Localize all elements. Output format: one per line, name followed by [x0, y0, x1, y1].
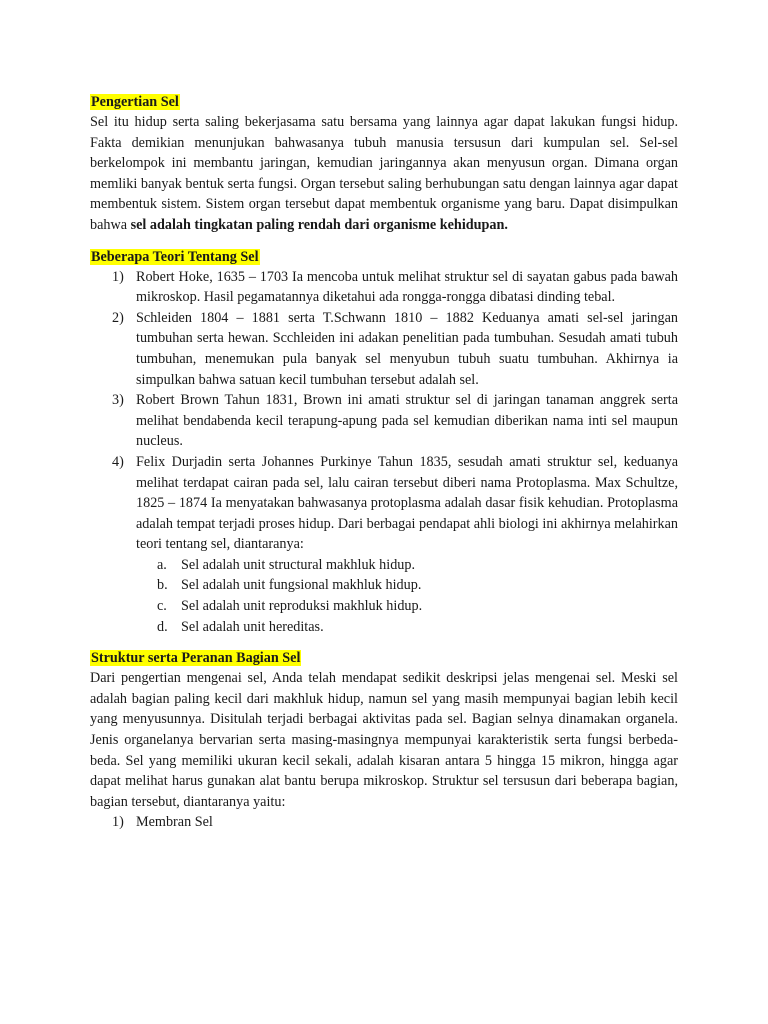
highlighted-heading-text: Struktur serta Peranan Bagian Sel: [91, 650, 301, 667]
list-marker: 1): [112, 268, 124, 285]
list-marker: 4): [112, 453, 124, 470]
paragraph-bold-conclusion: sel adalah tingkatan paling rendah dari organisme kehidupan.: [130, 216, 508, 233]
paragraph-struktur-sel: Dari pengertian mengenai sel, Anda telah mendapat sedikit deskripsi jelas mengenai sel. Meski sel adalah bagian paling kecil dari makhluk hidup, namun sel yang masih mempunyai bagian lebih kecil yang menyusunnya. Disitulah terjadi berbagai aktivitas pada sel. Bagian selnya dinamakan organela. Jenis organelanya bervarian serta masing-masingnya mempunyai karakteristik serta fungsi berbeda-beda. Sel yang memiliki ukuran kecil sekali, adalah kisaran antara 5 hingga 15 mikron, hingga agar dapat melihat harus gunakan alat bantu berupa mikroskop. Struktur sel tersusun dari beberapa bagian, bagian tersebut, diantaranya yaitu:: [90, 670, 678, 810]
paragraph-pengertian-sel: [90, 112, 678, 236]
sublist-item: [136, 617, 678, 638]
sublist-marker: d.: [157, 618, 168, 635]
cell-structure-list: [90, 812, 678, 833]
sublist-marker: c.: [157, 598, 167, 615]
sublist-item: [136, 555, 678, 576]
list-item-text: Robert Hoke, 1635 – 1703 Ia mencoba untuk melihat struktur sel di sayatan gabus pada bawah mikroskop. Hasil pegamatannya diketahui ada rongga-rongga dibatasi dinding tebal.: [136, 268, 678, 306]
list-item: [90, 452, 678, 637]
sublist-item-text: Sel adalah unit structural makhluk hidup.: [181, 556, 416, 573]
sublist-marker: b.: [157, 577, 168, 594]
list-item-text: Schleiden 1804 – 1881 serta T.Schwann 1810 – 1882 Keduanya amati sel-sel jaringan tumbuhan serta hewan. Scchleiden ini adakan penelitian pada tumbuhan. Sesudah amati tubuh tumbuhan, menemukan pula banyak sel menyubun tubuh suatu tumbuhan. Akhirnya ia simpulkan bahwa satuan kecil tumbuhan tersebut adalah sel.: [136, 309, 678, 388]
list-marker: 3): [112, 392, 124, 409]
list-item: [90, 390, 678, 452]
section-heading-pengertian-sel: [90, 92, 678, 112]
list-item: [90, 812, 678, 833]
section-heading-struktur-sel: [90, 648, 678, 668]
list-item: [90, 267, 678, 308]
highlighted-heading-text: Pengertian Sel: [91, 94, 179, 110]
sublist-item: [136, 596, 678, 617]
list-marker: 2): [112, 309, 124, 326]
section-heading-teori-sel: [90, 247, 678, 267]
list-marker: 1): [112, 814, 124, 831]
sublist-item-text: Sel adalah unit reproduksi makhluk hidup.: [181, 598, 423, 615]
cell-theory-sublist: [136, 555, 678, 637]
sublist-item-text: Sel adalah unit fungsional makhluk hidup.: [181, 577, 422, 594]
paragraph-text: Sel itu hidup serta saling bekerjasama satu bersama yang lainnya agar dapat lakukan fungsi hidup. Fakta demikian menunjukan bahwasanya tubuh manusia tersusun dari kumpulan sel. Sel-sel berkelompok ini membantu jaringan, kemudian jaringannya akan menyusun organ. Dimana organ memliki banyak bentuk serta fungsi. Organ tersebut saling berhubungan satu dengan lainnya agar dapat membentuk sistem. Sistem organ tersebut dapat membentuk organisme yang baru. Dapat disimpulkan bahwa: [90, 114, 678, 233]
sublist-item-text: Sel adalah unit hereditas.: [181, 618, 324, 635]
list-item-text: Membran Sel: [136, 814, 213, 831]
sublist-item: [136, 575, 678, 596]
theory-list: [90, 267, 678, 638]
list-item-text: Robert Brown Tahun 1831, Brown ini amati struktur sel di jaringan tanaman anggrek serta melihat bendabenda kecil terapung-apung pada sel kemudian diberikan nama inti sel maupun nucleus.: [136, 392, 678, 450]
highlighted-heading-text: Beberapa Teori Tentang Sel: [91, 248, 259, 265]
list-item: [90, 308, 678, 390]
list-item-text: Felix Durjadin serta Johannes Purkinye Tahun 1835, sesudah amati struktur sel, keduanya melihat terdapat cairan pada sel, lalu cairan tersebut diberi nama Protoplasma. Max Schultze, 1825 – 1874 Ia menyatakan bahwasanya protoplasma adalah dasar fisik kehudian. Protoplasma adalah tempat terjadi proses hidup. Dari berbagai pendapat ahli biologi ini akhirnya melahirkan teori tentang sel, diantaranya:: [136, 453, 678, 553]
sublist-marker: a.: [157, 556, 167, 573]
document-content: [90, 90, 678, 833]
